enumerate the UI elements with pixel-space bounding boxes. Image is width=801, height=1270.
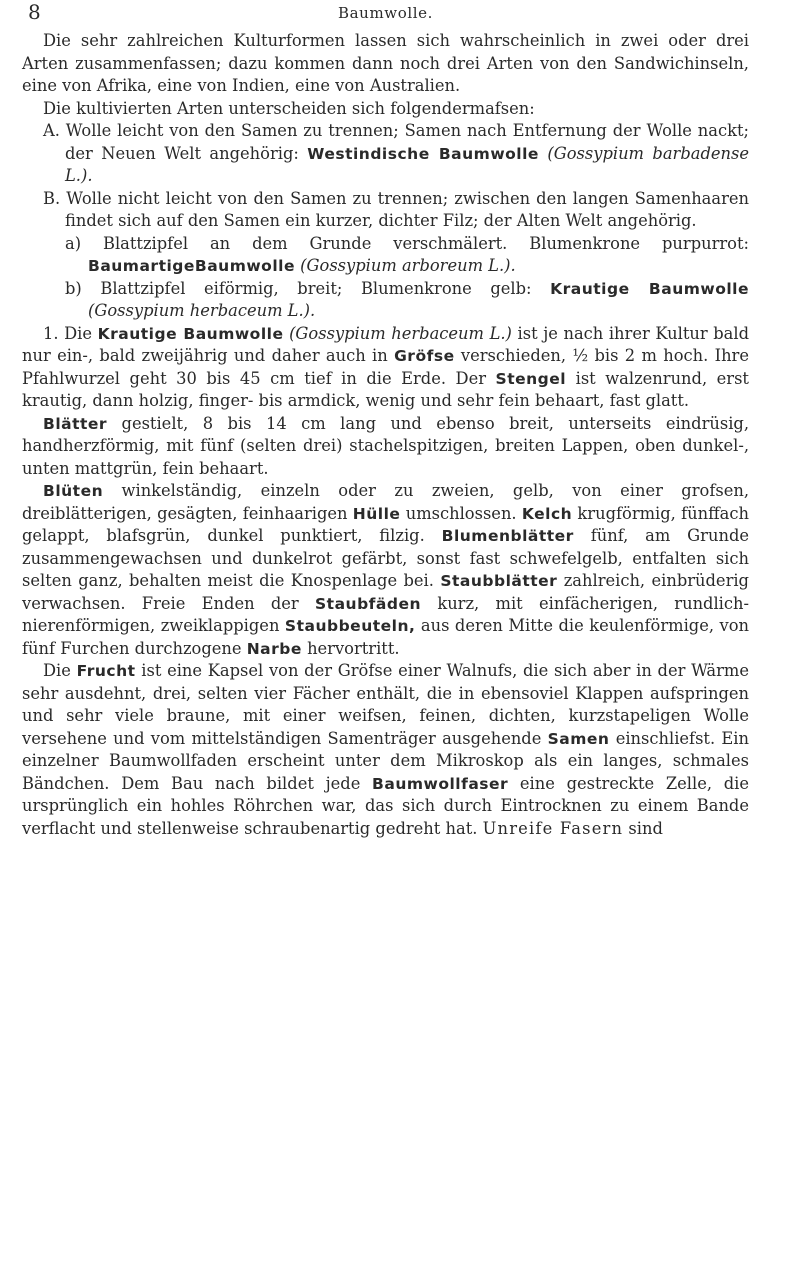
term-baumwollfaser: Baumwollfaser <box>372 774 509 793</box>
latin-herbaceum-2: (Gossypium herbaceum L.) <box>289 323 512 343</box>
p3-text-h: hervortritt. <box>301 638 400 658</box>
term-huelle: Hülle <box>352 504 401 523</box>
p4-text-e: sind <box>623 818 663 838</box>
term-stengel: Stengel <box>495 369 567 388</box>
term-narbe: Narbe <box>246 639 302 658</box>
latin-barbadense: (Gossypium barbadense L.). <box>65 143 750 185</box>
paragraph-blaetter <box>22 413 749 481</box>
body-text <box>22 30 749 840</box>
p4-text-c: einschliefst. Ein einzelner Baumwollfaden erscheint unter dem Mikroskop als ein langes, schmales Bändchen. Dem Bau nach bildet jede <box>22 728 749 793</box>
p2-text: gestielt, 8 bis 14 cm lang und ebenso breit, unterseits eindrüsig, handherzförmig, mit fünf (selten drei) stachelspitzigen, breiten Lappen, oben dunkel-, unten mattgrün, fein behaart. <box>22 413 749 478</box>
term-groesse: Gröfse <box>394 347 455 365</box>
paragraph-blueten <box>22 480 749 660</box>
p3-text-a: winkelständig, einzeln oder zu zweien, gelb, von einer grofsen, dreiblätterigen, gesägten, feinhaarigen <box>22 481 749 523</box>
latin-herbaceum: (Gossypium herbaceum L.). <box>88 301 316 320</box>
key-b-text: B. Wolle nicht leicht von den Samen zu trennen; zwischen den langen Samenhaaren findet sich auf den Samen ein kurzer, dichter Filz; der Alten Welt angehörig. <box>43 188 749 230</box>
p3-text-d: fünf, am Grunde zusammengewachsen und dunkelrot gefärbt, sonst fast schwefelgelb, entfalten sich selten ganz, behalten meist die Knospenlage bei. <box>22 526 749 590</box>
p3-text-f: kurz, mit einfächerigen, rundlich-nierenförmigen, zweiklappigen <box>22 593 749 635</box>
paragraph-krautige <box>22 323 749 413</box>
term-krautige: Krautige Baumwolle <box>550 279 749 298</box>
p3-text-b: umschlossen. <box>400 503 522 523</box>
p3-text-g: aus deren Mitte die keulenförmige, von fünf Furchen durchzogene <box>22 616 749 658</box>
term-baumartige: BaumartigeBaumwolle <box>88 257 295 275</box>
page-header <box>22 0 749 30</box>
term-blueten: Blüten <box>43 482 104 500</box>
term-samen: Samen <box>547 729 610 748</box>
paragraph-arten <box>22 98 749 121</box>
p3-text-c: krugförmig, fünffach gelappt, blafsgrün, dunkel punktiert, filzig. <box>22 503 749 545</box>
page-number: 8 <box>28 0 41 24</box>
running-title: Baumwolle. <box>338 4 433 22</box>
p1-num: 1. Die <box>43 323 98 343</box>
term-frucht: Frucht <box>76 662 136 680</box>
key-item-b <box>22 188 749 233</box>
term-staubbeuteln: Staubbeuteln, <box>284 617 416 635</box>
p4-text-b: ist eine Kapsel von der Gröfse einer Walnufs, die sich aber in der Wärme sehr ausdehnt, drei, selten vier Fächer enthält, die in ebensoviel Klappen aufspringen und sehr viele braune, mit einer weifsen, feinen, dichten, kurzstapeligen Wolle versehene und vom mittelständigen Samenträger ausgehende <box>22 661 749 748</box>
key-item-bb <box>22 278 749 323</box>
intro-text: Die sehr zahlreichen Kulturformen lassen sich wahrscheinlich in zwei oder drei Arten zusammenfassen; dazu kommen dann noch drei Arten von den Sandwichinseln, eine von Afrika, eine von Indien, eine von Australien. <box>22 31 749 95</box>
key-ba-text: a) Blattzipfel an dem Grunde verschmälert. Blumenkrone purpurrot: <box>65 233 749 253</box>
p1-text-c: ist walzenrund, erst krautig, dann holzig, finger- bis armdick, wenig und sehr fein behaart, fast glatt. <box>22 368 749 410</box>
term-staubblaetter: Staubblätter <box>440 572 558 590</box>
p4-text-a: Die <box>43 661 77 680</box>
p1-text-b: verschieden, ½ bis 2 m hoch. Ihre Pfahlwurzel geht 30 bis 45 cm tief in die Erde. Der <box>22 346 749 388</box>
term-krautige-2: Krautige Baumwolle <box>97 324 284 343</box>
paragraph-intro <box>22 30 749 98</box>
paragraph-frucht <box>22 660 749 840</box>
p4-text-d: eine gestreckte Zelle, die ursprünglich ein hohles Röhrchen war, das sich durch Eintrocknen zu einem Bande verflacht und stellenweise schraubenartig gedreht hat. <box>22 773 749 838</box>
key-item-a <box>22 120 749 188</box>
term-blumenblaetter: Blumenblätter <box>441 527 574 545</box>
arten-text: Die kultivierten Arten unterscheiden sich folgendermafsen: <box>43 98 535 118</box>
latin-arboreum: (Gossypium arboreum L.). <box>300 256 516 275</box>
term-kelch: Kelch <box>521 504 573 523</box>
term-blaetter: Blätter <box>43 414 108 433</box>
p3-text-e: zahlreich, einbrüderig verwachsen. Freie Enden der <box>22 571 749 613</box>
key-a-text: A. Wolle leicht von den Samen zu trennen; Samen nach Entfernung der Wolle nackt; der Neuen Welt angehörig: <box>43 121 749 163</box>
key-item-ba <box>22 233 749 278</box>
key-bb-text: b) Blattzipfel eiförmig, breit; Blumenkrone gelb: <box>65 278 551 298</box>
term-unreife-fasern: Unreife Fasern <box>482 818 624 838</box>
term-staubfaeden: Staubfäden <box>315 594 422 613</box>
term-westindische: Westindische Baumwolle <box>307 144 539 163</box>
p1-text-a: ist je nach ihrer Kultur bald nur ein-, bald zweijährig und daher auch in <box>22 323 749 365</box>
